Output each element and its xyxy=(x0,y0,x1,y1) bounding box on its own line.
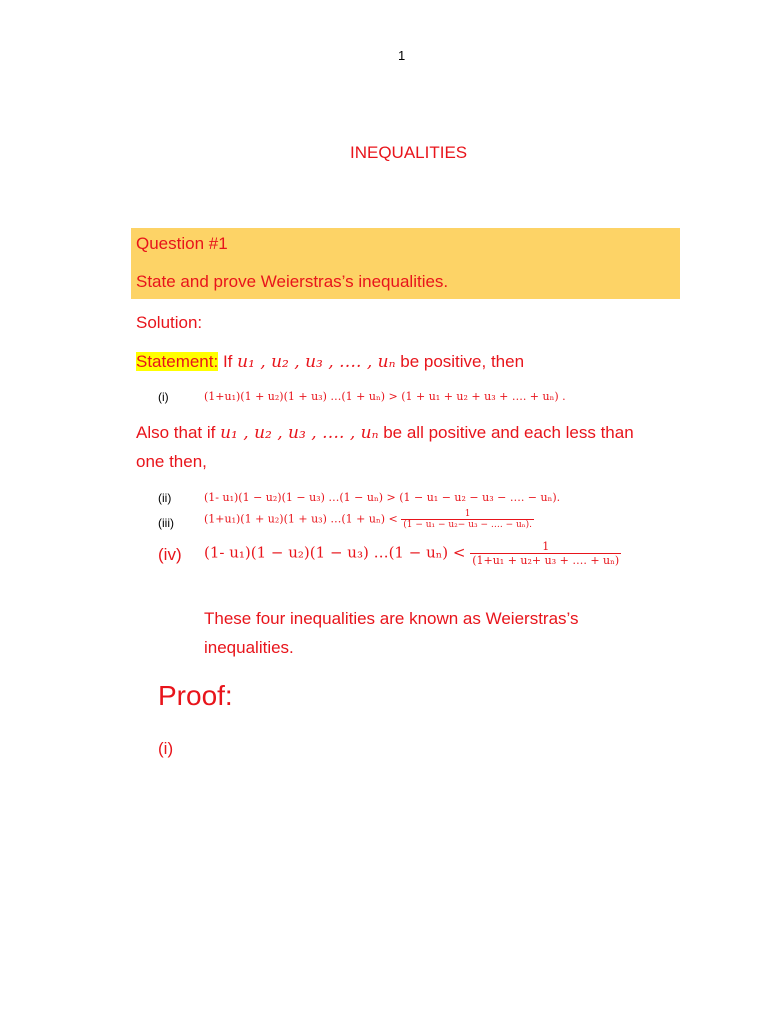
statement-text-pre: If xyxy=(222,352,238,371)
proof-part-label: (i) xyxy=(158,739,174,758)
eq-iv-lhs: (1- u₁)(1 − u₂)(1 − u₃) …(1 − uₙ) < xyxy=(204,543,466,562)
also-text-post: be all positive and each less than xyxy=(378,423,634,442)
document-title: INEQUALITIES xyxy=(350,143,468,162)
question-prompt: State and prove Weierstras’s inequalities. xyxy=(136,272,449,291)
also-line-2: one then, xyxy=(136,452,207,471)
eq-iii-numerator: 1 xyxy=(401,509,534,520)
known-line-1: These four inequalities are known as Weierstras’s xyxy=(204,609,579,628)
eq-i-formula: (1+u₁)(1 + u₂)(1 + u₃) …(1 + uₙ) > (1 + u₁ + u₂ + u₃ + …. + uₙ) . xyxy=(204,390,566,403)
statement-vars: u₁ , u₂ , u₃ , …. , uₙ xyxy=(237,352,396,372)
also-vars: u₁ , u₂ , u₃ , …. , uₙ xyxy=(220,423,379,443)
eq-iii-formula xyxy=(204,509,534,530)
statement-line xyxy=(136,352,524,372)
also-text-pre: Also that if xyxy=(136,423,221,442)
statement-text-post: be positive, then xyxy=(395,352,525,371)
eq-iii-fraction xyxy=(401,509,534,530)
page-number: 1 xyxy=(398,48,406,63)
known-line-2: inequalities. xyxy=(204,638,294,657)
eq-iv-formula xyxy=(204,540,621,567)
eq-iii-lhs: (1+u₁)(1 + u₂)(1 + u₃) …(1 + uₙ) < xyxy=(204,512,398,526)
question-heading: Question #1 xyxy=(136,234,228,253)
eq-ii-label: (ii) xyxy=(158,491,172,505)
eq-iv-fraction xyxy=(470,540,621,567)
eq-iv-label: (iv) xyxy=(158,545,182,564)
eq-iii-denominator: (1 − u₁ − u₂− u₃ − …. − uₙ). xyxy=(403,520,533,530)
also-line xyxy=(136,423,634,443)
eq-i-label: (i) xyxy=(158,390,169,404)
solution-label: Solution: xyxy=(136,313,203,332)
eq-iv-numerator: 1 xyxy=(470,540,621,554)
eq-iv-denominator: (1+u₁ + u₂+ u₃ + …. + uₙ) xyxy=(472,554,620,567)
eq-iii-label: (iii) xyxy=(158,516,174,530)
statement-label: Statement: xyxy=(136,352,219,371)
eq-ii-formula: (1- u₁)(1 − u₂)(1 − u₃) …(1 − uₙ) > (1 − u₁ − u₂ − u₃ − …. − uₙ). xyxy=(204,491,561,504)
proof-heading: Proof: xyxy=(158,680,233,711)
